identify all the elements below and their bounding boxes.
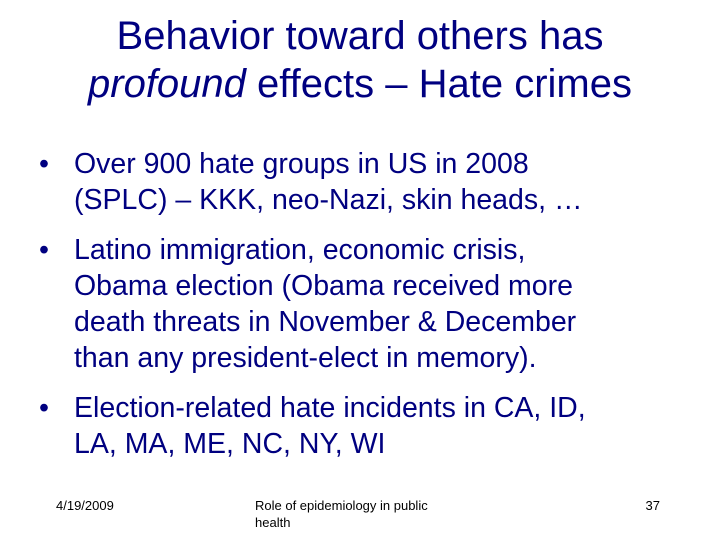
bullet-marker: • (39, 148, 49, 180)
bullet-item-causes (28, 232, 698, 376)
bullet-line: (SPLC) – KKK, neo-Nazi, skin heads, … (74, 184, 583, 216)
bullet-line: Obama election (Obama received more (74, 270, 573, 302)
bullet-item-hate-groups (28, 146, 698, 218)
bullet-text (74, 232, 698, 376)
bullet-list (28, 146, 698, 476)
footer-date: 4/19/2009 (56, 498, 114, 513)
bullet-text (74, 390, 698, 462)
footer-title-line: Role of epidemiology in public (255, 498, 428, 513)
bullet-line: than any president-elect in memory). (74, 342, 537, 374)
bullet-line: Over 900 hate groups in US in 2008 (74, 148, 529, 180)
bullet-item-election-incidents (28, 390, 698, 462)
slide-number: 37 (645, 498, 660, 513)
title-line-1: Behavior toward others has (116, 14, 604, 58)
bullet-line: Latino immigration, economic crisis, (74, 234, 526, 266)
bullet-line: Election-related hate incidents in CA, ID, (74, 392, 586, 424)
bullet-line: LA, MA, ME, NC, NY, WI (74, 428, 386, 460)
footer-title (255, 497, 465, 531)
bullet-marker: • (39, 234, 49, 266)
slide-title (0, 12, 720, 108)
bullet-marker: • (39, 392, 49, 424)
bullet-line: death threats in November & December (74, 306, 577, 338)
title-line-2-rest: effects – Hate crimes (245, 62, 632, 106)
title-emphasis: profound (88, 62, 246, 106)
bullet-text (74, 146, 698, 218)
title-line-2 (0, 60, 720, 108)
footer-title-line: health (255, 515, 291, 530)
